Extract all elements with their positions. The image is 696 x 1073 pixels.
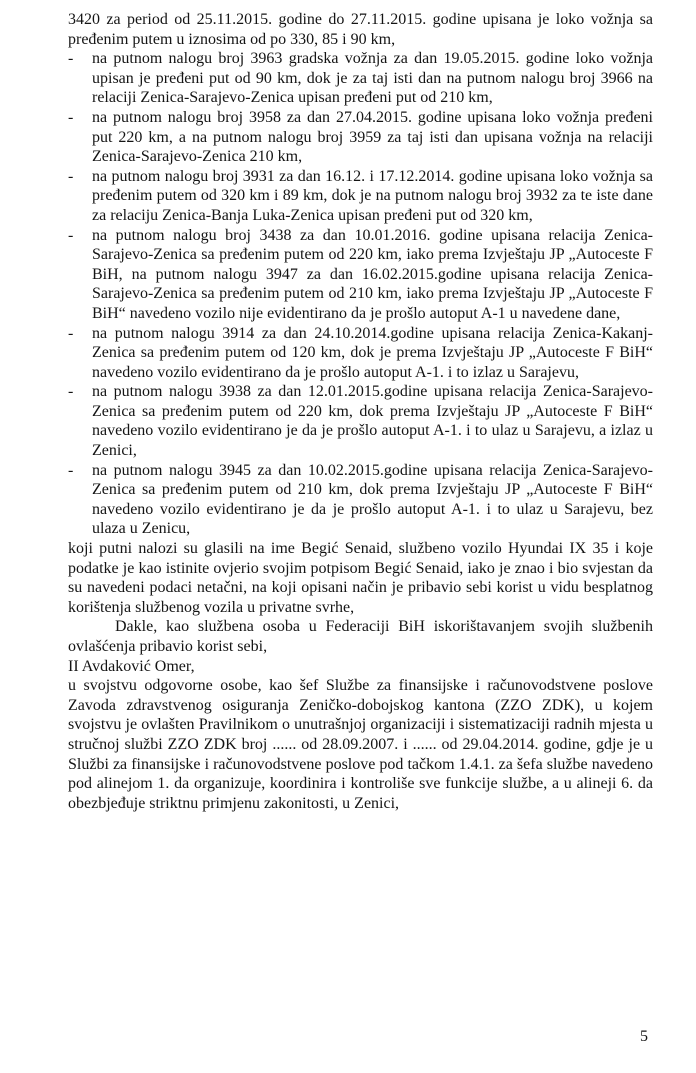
bullet-dash: -: [68, 50, 74, 68]
paragraph-travel-orders-summary: koji putni nalozi su glasili na ime Begić Senaid, službeno vozilo Hyundai IX 35 i koje podatke je kao istinite ovjerio svojim potpisom Begić Senaid, iako je znao i bio svjestan da su navedeni podaci netačni, na koji opisani način je pribavio sebi korist u vidu besplatnog korištenja službenog vozila u privatne svrhe,: [68, 540, 653, 616]
bullet-dash: -: [68, 383, 74, 401]
list-item: [68, 167, 653, 226]
document-body: [68, 10, 653, 813]
list-item: [68, 382, 653, 460]
list-item: [68, 461, 653, 539]
list-item-text: na putnom nalogu 3914 za dan 24.10.2014.godine upisana relacija Zenica-Kakanj-Zenica sa pređenim putem od 120 km, dok je prema Izvještaju JP „Autoceste F BiH“ navedeno vozilo evidentirano da je prošlo autoput A-1. i to izlaz u Sarajevu,: [92, 324, 653, 381]
list-item-text: na putnom nalogu 3938 za dan 12.01.2015.godine upisana relacija Zenica-Sarajevo-Zenica sa pređenim putem od 220 km, dok prema Izvještaju JP „Autoceste F BiH“ navedeno vozilo evidentirano je da je prošlo autoput A-1. i to ulaz u Sarajevu, a izlaz u Zenici,: [92, 383, 653, 460]
list-item: [68, 324, 653, 383]
list-item-text: na putnom nalogu broj 3438 za dan 10.01.2016. godine upisana relacija Zenica-Sarajevo-Zenica sa pređenim putem od 220 km, iako prema Izvještaju JP „Autoceste F BiH, na putnom nalogu 3947 za dan 16.02.2015.godine upisana relacija Zenica-Sarajevo-Zenica sa pređenim putem od 210 km, iako prema Izvještaju JP „Autoceste F BiH“ navedeno vozilo nije evidentirano da je prošlo autoput A-1 u navedene dane,: [92, 226, 653, 322]
bullet-list: [68, 49, 653, 539]
paragraph-conclusion: Dakle, kao službena osoba u Federaciji BiH iskorištavanjem svojih službenih ovlašćenja pribavio korist sebi,: [68, 618, 653, 655]
section-heading: II Avdaković Omer,: [68, 657, 195, 675]
bullet-dash: -: [68, 167, 74, 185]
list-item: [68, 108, 653, 167]
bullet-dash: -: [68, 324, 74, 342]
list-item-text: na putnom nalogu broj 3931 za dan 16.12. i 17.12.2014. godine upisana loko vožnja sa pređenim putem od 320 km i 89 km, dok je na putnom nalogu broj 3932 za te iste dane za relaciju Zenica-Banja Luka-Zenica upisan pređeni put od 320 km,: [92, 167, 653, 224]
bullet-dash: -: [68, 226, 74, 244]
paragraph-section-two: u svojstvu odgovorne osobe, kao šef Službe za finansijske i računovodstvene poslove Zavoda zdravstvenog osiguranja Zeničko-dobojskog kantona (ZZO ZDK), u kojem svojstvu je ovlašten Pravilnikom o unutrašnjoj organizaciji i sistematizaciji radnih mjesta u stručnoj službi ZZO ZDK broj ...... od 28.09.2007. i ...... od 29.04.2014. godine, gdje je u Službi za finansijske i računovodstvene poslove pod tačkom 1.4.1. za šefa službe navedeno pod alinejom 1. da organizuje, koordinira i kontroliše sve funkcije službe, a u alineji 6. da obezbjeđuje striktnu primjenu zakonitosti, u Zenici,: [68, 677, 653, 812]
paragraph-continuation: 3420 za period od 25.11.2015. godine do 27.11.2015. godine upisana je loko vožnja sa pređenim putem u iznosima od po 330, 85 i 90 km,: [68, 11, 653, 48]
page-number: 5: [640, 1028, 648, 1045]
bullet-dash: -: [68, 108, 74, 126]
list-item: [68, 226, 653, 324]
bullet-dash: -: [68, 461, 74, 479]
list-item: [68, 49, 653, 108]
list-item-text: na putnom nalogu broj 3958 za dan 27.04.2015. godine upisana loko vožnja pređeni put 220 km, a na putnom nalogu broj 3959 za taj isti dan upisana vožnja na relaciji Zenica-Sarajevo-Zenica 210 km,: [92, 108, 653, 166]
list-item-text: na putnom nalogu 3945 za dan 10.02.2015.godine upisana relacija Zenica-Sarajevo-Zenica sa pređenim putem od 210 km, dok prema Izvještaju JP „Autoceste F BiH“ navedeno vozilo evidentirano je da je prošlo autoput A-1. i to ulaz u Sarajevu, bez ulaza u Zenicu,: [92, 461, 653, 538]
list-item-text: na putnom nalogu broj 3963 gradska vožnja za dan 19.05.2015. godine loko vožnja upisan je pređeni put od 90 km, dok je za taj isti dan na putnom nalogu broj 3966 na relaciji Zenica-Sarajevo-Zenica upisan pređeni put od 210 km,: [92, 50, 653, 107]
